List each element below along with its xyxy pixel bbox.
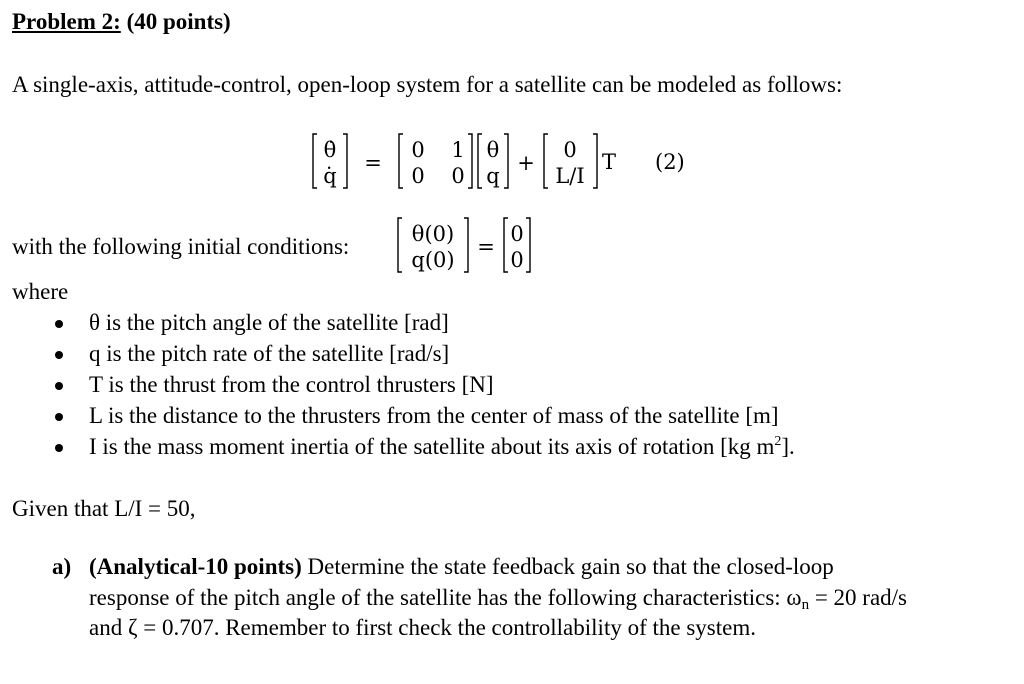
init-rhs-1: 0 — [510, 222, 524, 246]
eq-plus: + — [517, 151, 535, 175]
init-q0: q(0) — [411, 248, 455, 272]
eq-state-q: q — [486, 164, 500, 188]
part-a-line3: and ζ = 0.707. Remember to first check the controllability of the system. — [89, 615, 756, 640]
part-a-line2-pre: response of the pitch angle of the satellite has the following characteristics: ω — [89, 585, 802, 610]
eq-a11: 0 — [411, 138, 425, 162]
init-rhs-2: 0 — [510, 248, 524, 272]
bullet-dot-1 — [55, 320, 63, 328]
init-equals: = — [477, 235, 495, 259]
bullet-item-5-sup: 2 — [774, 434, 782, 449]
part-a-line2-sub: n — [801, 597, 810, 613]
bullet-dot-3 — [55, 382, 63, 390]
eq-b1: 0 — [563, 138, 577, 162]
problem-title — [12, 9, 231, 35]
part-a-line2 — [89, 584, 907, 612]
eq-a21: 0 — [411, 164, 425, 188]
part-a-line2-post: = 20 rad/s — [809, 585, 908, 610]
bullet-item-1: θ is the pitch angle of the satellite [rad] — [89, 310, 449, 335]
bullet-item-3: T is the thrust from the control thrusters [N] — [89, 372, 494, 397]
eq-b2: L/I — [555, 164, 585, 188]
state-equation — [300, 124, 700, 196]
part-a-line1-text: Determine the state feedback gain so that the closed-loop — [301, 554, 834, 579]
bullet-dot-5 — [55, 444, 63, 452]
where-label: where — [12, 279, 69, 304]
part-a-label: a) — [52, 554, 72, 579]
given-text: Given that L/I = 50, — [12, 496, 196, 521]
init-theta0: θ(0) — [411, 222, 455, 246]
part-a-line1 — [89, 553, 834, 581]
eq-number: (2) — [655, 150, 685, 174]
bullet-item-5-text: I is the mass moment inertia of the satellite about its axis of rotation [kg m — [89, 434, 775, 459]
bullet-item-2: q is the pitch rate of the satellite [rad/s] — [89, 341, 450, 366]
problem-label: Problem 2: — [12, 9, 121, 34]
eq-a12: 1 — [451, 138, 465, 162]
eq-input-T: T — [602, 150, 617, 174]
bullet-item-5 — [89, 433, 795, 461]
initial-label: with the following initial conditions: — [12, 234, 350, 259]
eq-a22: 0 — [451, 164, 465, 188]
bullet-dot-2 — [55, 351, 63, 359]
bullet-item-5-tail: ]. — [781, 434, 795, 459]
bullet-item-4: L is the distance to the thrusters from the center of mass of the satellite [m] — [89, 403, 779, 428]
eq-equals: = — [364, 151, 382, 175]
initial-conditions — [388, 212, 548, 278]
eq-lhs-q-dot: q̇ — [323, 164, 337, 188]
intro-text: A single-axis, attitude-control, open-loop system for a satellite can be modeled as follows: — [12, 72, 843, 97]
bullet-dot-4 — [55, 413, 63, 421]
problem-points: (40 points) — [126, 9, 231, 34]
eq-lhs-theta-dot: θ̇ — [323, 138, 337, 162]
eq-state-theta: θ — [486, 138, 500, 162]
part-a-bold: (Analytical-10 points) — [89, 554, 302, 579]
